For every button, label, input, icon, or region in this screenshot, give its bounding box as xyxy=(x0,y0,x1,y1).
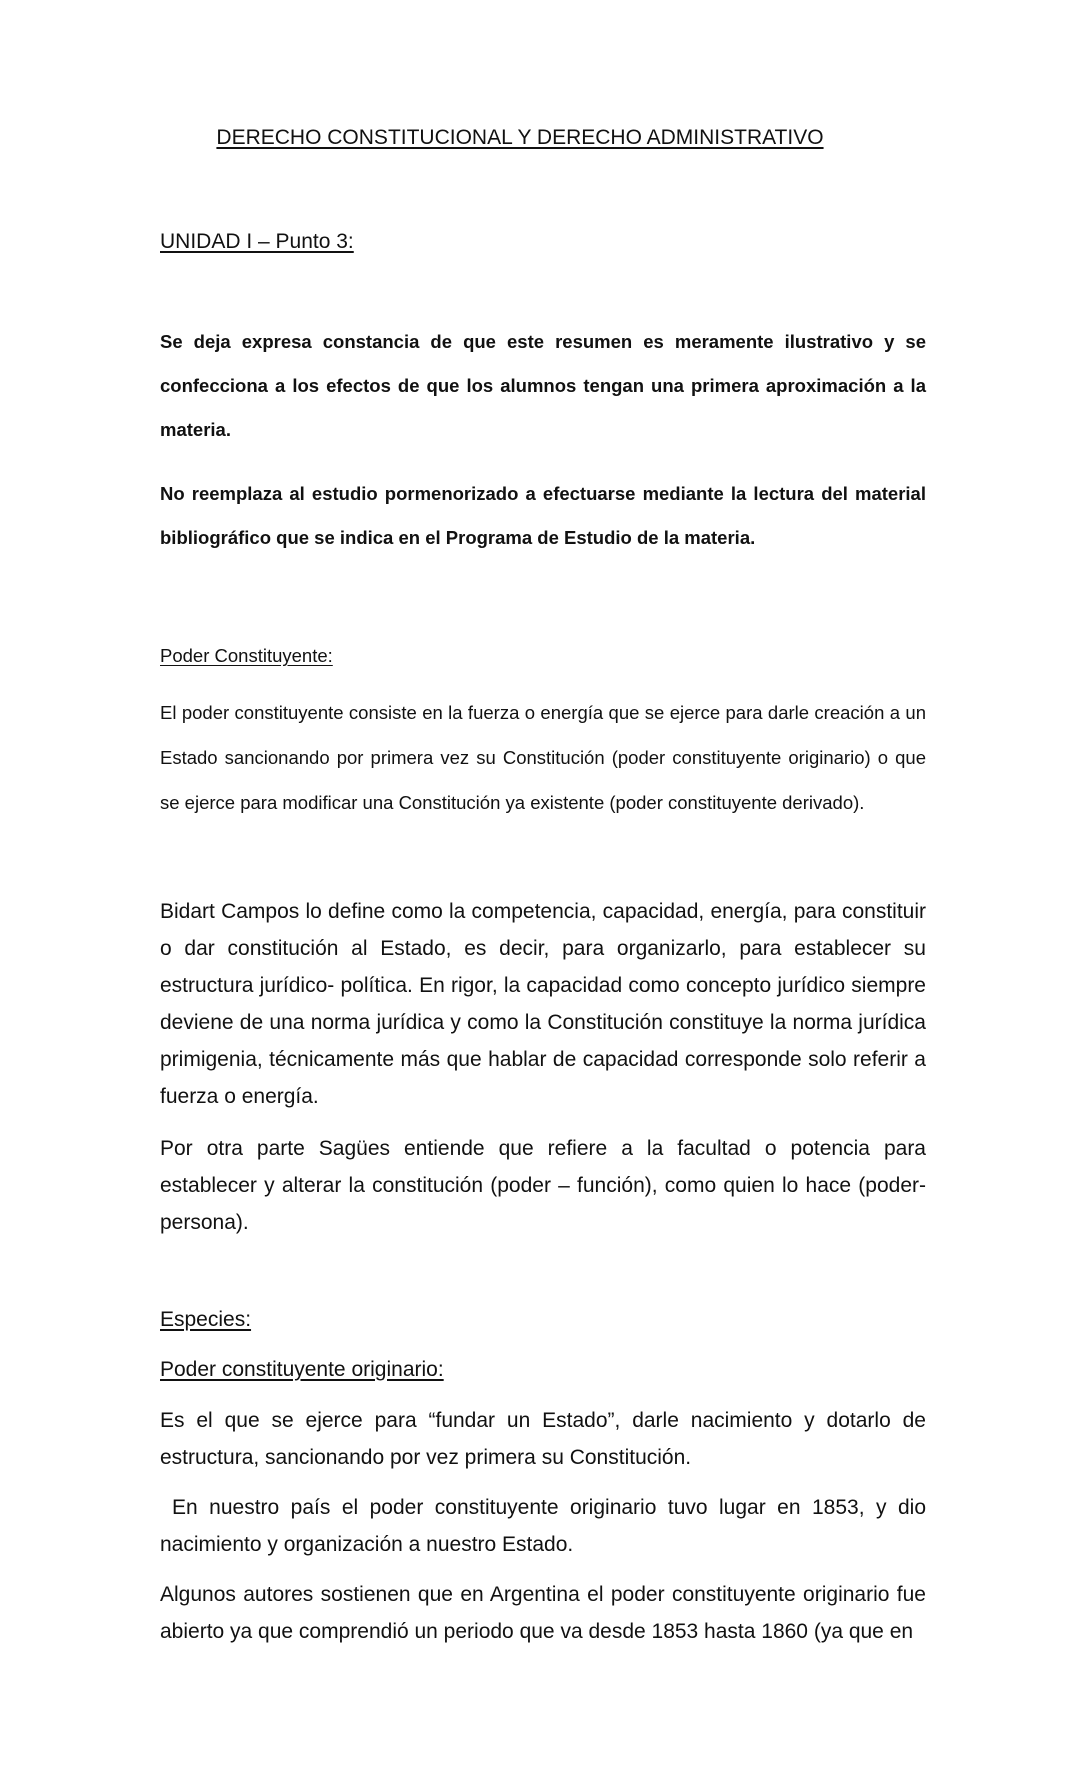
subheading-poder-originario: Poder constituyente originario: xyxy=(160,1358,444,1381)
section-heading-especies: Especies: xyxy=(160,1308,252,1331)
unit-heading: UNIDAD I – Punto 3: xyxy=(160,230,354,253)
poder-paragraph-3: Por otra parte Sagües entiende que refiere a la facultad o potencia para establecer y alterar la constitución (poder – función), como quien lo hace (poder-persona). xyxy=(160,1137,926,1234)
section-heading-poder-constituyente: Poder Constituyente: xyxy=(160,645,333,666)
especies-paragraph-2: En nuestro país el poder constituyente originario tuvo lugar en 1853, y dio nacimiento y organización a nuestro Estado. xyxy=(160,1496,926,1556)
especies-paragraph-1: Es el que se ejerce para “fundar un Estado”, darle nacimiento y dotarlo de estructura, sancionando por vez primera su Constitución. xyxy=(160,1409,926,1469)
especies-paragraph-3: Algunos autores sostienen que en Argentina el poder constituyente originario fue abierto ya que comprendió un periodo que va desde 1853 hasta 1860 (ya que en xyxy=(160,1583,926,1643)
disclaimer-paragraph-2: No reemplaza al estudio pormenorizado a efectuarse mediante la lectura del material bibliográfico que se indica en el Programa de Estudio de la materia. xyxy=(160,483,926,548)
poder-paragraph-2: Bidart Campos lo define como la competencia, capacidad, energía, para constituir o dar constitución al Estado, es decir, para organizarlo, para establecer su estructura jurídico- política. En rigor, la capacidad como concepto jurídico siempre deviene de una norma jurídica y como la Constitución constituye la norma jurídica primigenia, técnicamente más que hablar de capacidad corresponde solo referir a fuerza o energía. xyxy=(160,900,926,1108)
poder-paragraph-1: El poder constituyente consiste en la fuerza o energía que se ejerce para darle creación a un Estado sancionando por primera vez su Constitución (poder constituyente originario) o que se ejerce para modificar una Constitución ya existente (poder constituyente derivado). xyxy=(160,702,926,813)
document-title: DERECHO CONSTITUCIONAL Y DERECHO ADMINISTRATIVO xyxy=(216,126,824,149)
disclaimer-paragraph-1: Se deja expresa constancia de que este resumen es meramente ilustrativo y se confecciona a los efectos de que los alumnos tengan una primera aproximación a la materia. xyxy=(160,331,926,440)
